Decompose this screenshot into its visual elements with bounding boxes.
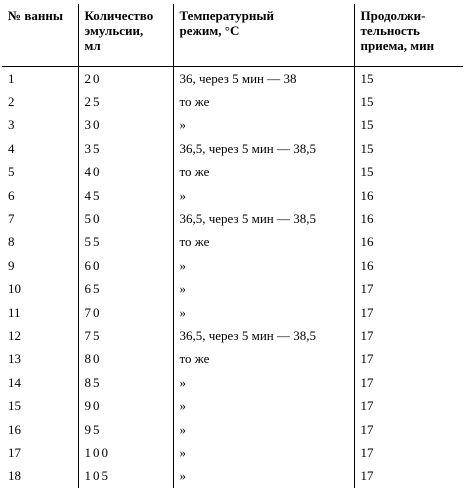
table-row [2,90,463,113]
table-row [2,394,463,417]
cell-duration: 17 [354,348,463,371]
cell-emulsion-amount: 65 [78,278,173,301]
cell-duration: 16 [354,254,463,277]
cell-duration: 16 [354,207,463,230]
cell-temperature-mode: то же [173,161,354,184]
cell-duration: 17 [354,418,463,441]
cell-bath-number: 15 [8,398,21,414]
table-row [2,254,463,277]
cell-bath-number: 1 [8,70,15,86]
table-row [2,67,463,91]
cell-emulsion-amount: 40 [78,161,173,184]
header-duration: Продолжи- тельность приема, мин [354,4,463,67]
cell-emulsion-amount: 80 [78,348,173,371]
cell-bath-number: 4 [8,140,15,156]
table-row [2,465,463,488]
cell-emulsion-amount: 35 [78,137,173,160]
cell-temperature-mode: 36,5, через 5 мин — 38,5 [173,137,354,160]
cell-bath-number: 17 [8,444,21,460]
cell-duration: 17 [354,465,463,488]
cell-bath-number: 6 [8,187,15,203]
cell-duration: 17 [354,371,463,394]
table-row [2,184,463,207]
cell-emulsion-amount: 105 [78,465,173,488]
cell-emulsion-amount: 100 [78,441,173,464]
cell-temperature-mode: » [173,418,354,441]
cell-bath-number: 10 [8,281,21,297]
cell-bath-number: 7 [8,211,15,227]
table-row [2,231,463,254]
cell-duration: 16 [354,231,463,254]
cell-temperature-mode: » [173,184,354,207]
cell-duration: 15 [354,114,463,137]
cell-bath-number: 14 [8,374,21,390]
cell-bath-number: 16 [8,421,21,437]
table-row [2,418,463,441]
cell-emulsion-amount: 55 [78,231,173,254]
cell-emulsion-amount: 20 [78,67,173,91]
cell-emulsion-amount: 45 [78,184,173,207]
cell-emulsion-amount: 95 [78,418,173,441]
cell-emulsion-amount: 75 [78,324,173,347]
table-row [2,161,463,184]
cell-duration: 17 [354,324,463,347]
cell-emulsion-amount: 60 [78,254,173,277]
cell-temperature-mode: то же [173,231,354,254]
cell-temperature-mode: 36, через 5 мин — 38 [173,67,354,91]
header-bath-number: № ванны [2,4,78,67]
cell-bath-number: 12 [8,327,21,343]
cell-temperature-mode: » [173,441,354,464]
cell-bath-number: 13 [8,351,21,367]
cell-bath-number: 3 [8,117,15,133]
cell-duration: 17 [354,441,463,464]
cell-emulsion-amount: 25 [78,90,173,113]
cell-temperature-mode: » [173,278,354,301]
bath-schedule-table [2,4,463,488]
cell-temperature-mode: » [173,371,354,394]
cell-duration: 17 [354,301,463,324]
table-body [2,67,463,488]
table-row [2,348,463,371]
header-emulsion-amount: Количество эмульсии, мл [78,4,173,67]
cell-duration: 15 [354,137,463,160]
table-row [2,371,463,394]
header-row [2,4,463,67]
table-row [2,301,463,324]
cell-duration: 16 [354,184,463,207]
cell-emulsion-amount: 50 [78,207,173,230]
cell-duration: 17 [354,278,463,301]
cell-bath-number: 18 [8,468,21,484]
cell-duration: 15 [354,90,463,113]
table-row [2,441,463,464]
cell-emulsion-amount: 90 [78,394,173,417]
cell-duration: 15 [354,67,463,91]
cell-emulsion-amount: 30 [78,114,173,137]
cell-bath-number: 5 [8,164,15,180]
cell-bath-number: 8 [8,234,15,250]
table-row [2,114,463,137]
table-row [2,137,463,160]
cell-bath-number: 9 [8,257,15,273]
cell-bath-number: 2 [8,94,15,110]
cell-duration: 17 [354,394,463,417]
cell-emulsion-amount: 70 [78,301,173,324]
cell-temperature-mode: » [173,394,354,417]
table-row [2,278,463,301]
cell-emulsion-amount: 85 [78,371,173,394]
cell-temperature-mode: 36,5, через 5 мин — 38,5 [173,207,354,230]
table-row [2,324,463,347]
cell-temperature-mode: » [173,254,354,277]
cell-temperature-mode: » [173,465,354,488]
cell-temperature-mode: то же [173,90,354,113]
cell-temperature-mode: » [173,114,354,137]
header-temperature-mode: Температурный режим, °С [173,4,354,67]
cell-duration: 15 [354,161,463,184]
cell-bath-number: 11 [8,304,21,320]
cell-temperature-mode: то же [173,348,354,371]
table-row [2,207,463,230]
cell-temperature-mode: 36,5, через 5 мин — 38,5 [173,324,354,347]
cell-temperature-mode: » [173,301,354,324]
